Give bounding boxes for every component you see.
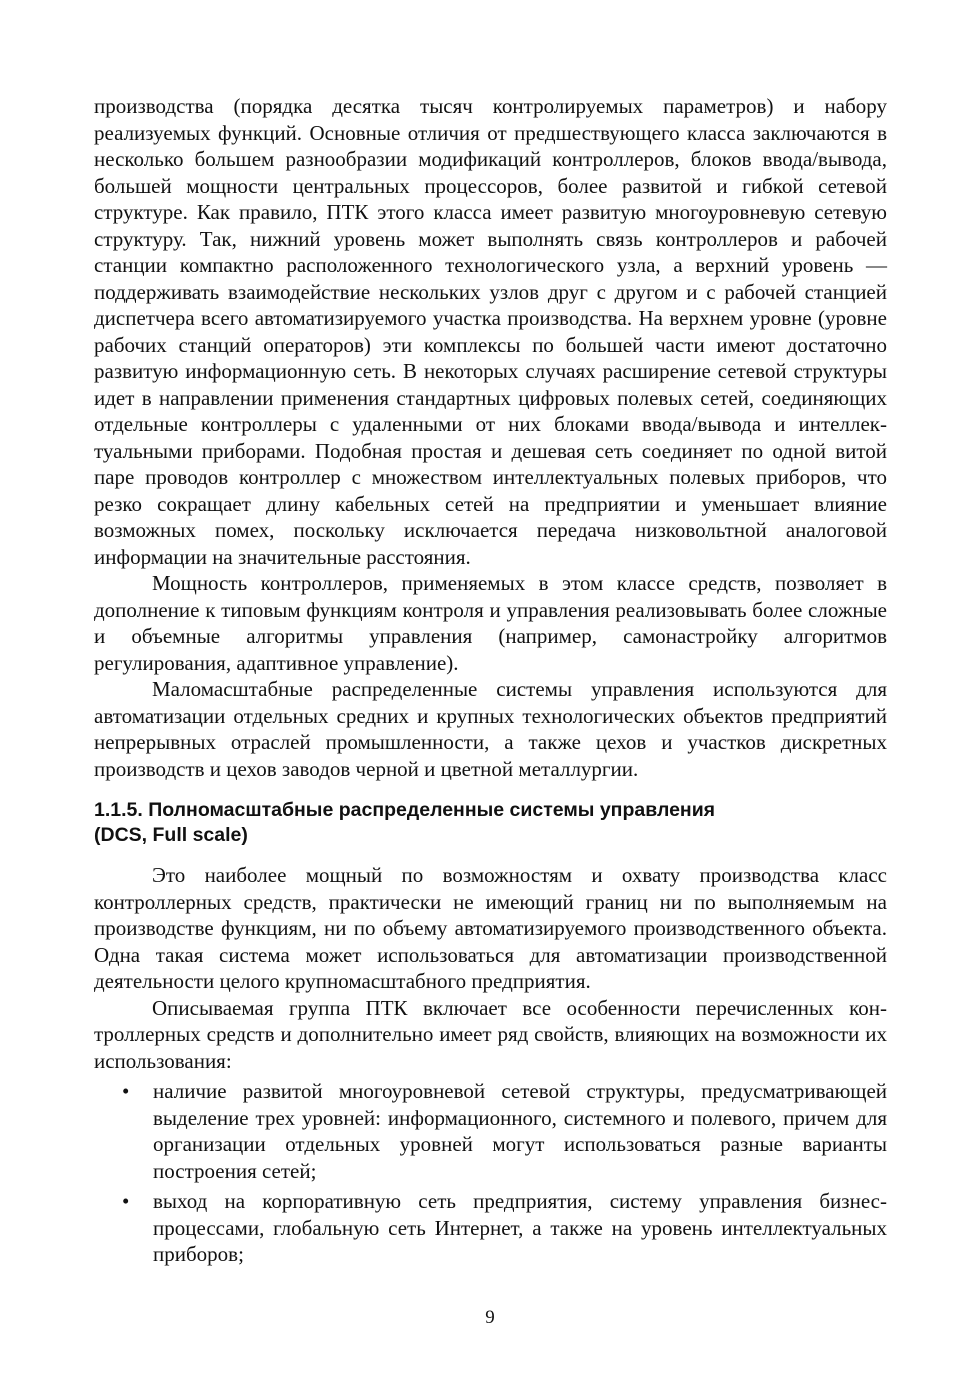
list-item (94, 1078, 887, 1184)
section-heading-line-1: 1.1.5. Полномасштабные распределенные системы управления (94, 799, 716, 821)
page-body (94, 93, 887, 1272)
bullet-list (94, 1078, 887, 1268)
list-item (94, 1188, 887, 1268)
section-heading-line-2: (DCS, Full scale) (94, 824, 248, 846)
paragraph-section-2: Описываемая группа ПТК включает все особенности перечисленных контроллерных средств и дополнительно имеет ряд свойств, влияющих на возможности их использования: (94, 995, 887, 1073)
paragraph-top-3: Маломасштабные распределенные системы управления используются для автоматизации отдельных средних и крупных технологических объектов предприятий непрерывных отраслей промышленности, а также цехов и участков дискретных производств и цехов заводов черной и цветной металлургии. (94, 677, 887, 781)
bullet-icon: • (122, 1079, 130, 1103)
section-heading (94, 798, 887, 848)
bullet-icon: • (122, 1189, 130, 1213)
list-item-text: наличие развитой многоуровневой сетевой структуры, предусматривающей выделение трех уровней: информационного, системного и полевого, причем для организации отдельных уровней могут использоваться разные варианты построения сетей; (153, 1079, 887, 1183)
page-number: 9 (485, 1307, 495, 1328)
paragraph-top-1: производства (порядка десятка тысяч контролируемых параметров) и набору реализуемых функций. Основные отличия от предшествующего класса заключаются в несколько большем разнообразии модификаций контроллеров, блоков ввода/вывода, большей мощности центральных процессоров, более развитой и гибкой сетевой структуре. Как правило, ПТК этого класса имеет развитую многоуровневую сетевую структуру. Так, нижний уровень может выполнять связь контроллеров и рабочей станции компактно расположенного технологического узла, а верхний уровень — поддерживать взаимодействие нескольких узлов друг с другом и с рабочей станцией диспетчера всего автоматизируемого участка производства. На верхнем уровне (уровне рабочих станций операторов) эти комплексы по большей части имеют достаточно развитую информационную сеть. В некоторых случаях расширение сетевой структуры идет в направлении применения стандартных цифровых полевых сетей, соединяющих отдельные контроллеры с удаленными от них блоками ввода/вывода и интеллектуальными приборами. Подобная простая и дешевая сеть соединяет по одной витой паре проводов контроллер с множеством интеллектуальных полевых приборов, что резко сокращает длину кабельных сетей на предприятии и уменьшает влияние возможных помех, поскольку исключается передача низковольтной аналоговой информации на значительные расстояния. (94, 94, 887, 569)
paragraph-top-2: Мощность контроллеров, применяемых в этом классе средств, позволяет в дополнение к типовым функциям контроля и управления реализовывать более сложные и объемные алгоритмы управления (например, самонастройку алгоритмов регулирования, адаптивное управление). (94, 571, 887, 675)
paragraph-section-1: Это наиболее мощный по возможностям и охвату производства класс контроллерных средств, практически не имеющий границ ни по выполняемым на производстве функциям, ни по объему автоматизируемого производственного объекта. Одна такая система может использоваться для автоматизации производственной деятельности целого крупномасштабного предприятия. (94, 863, 887, 993)
list-item-text: выход на корпоративную сеть предприятия, систему управления бизнес-процессами, глобальную сеть Интернет, а также на уровень интеллектуальных приборов; (153, 1189, 887, 1266)
